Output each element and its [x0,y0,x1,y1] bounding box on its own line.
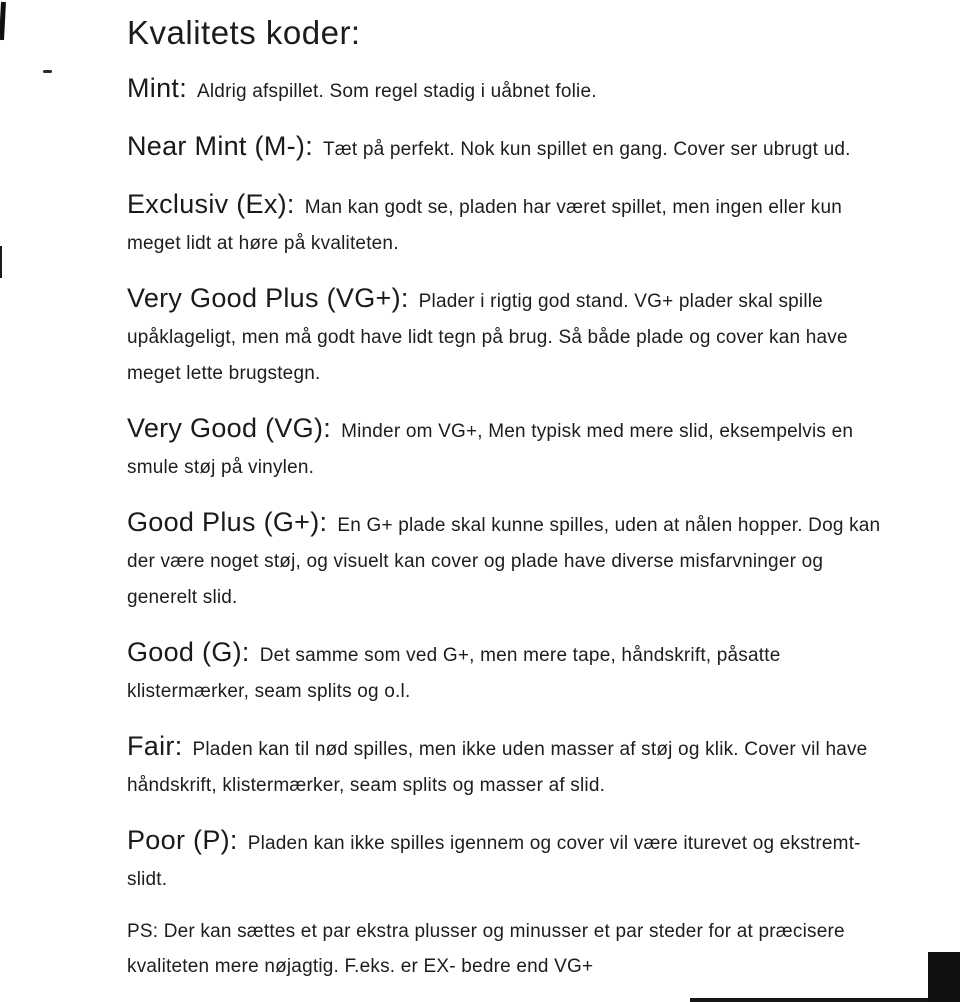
quality-description: Plader i rigtig god stand. VG+ plader skal spille upåklageligt, men må godt have lidt tegn på brug. Så både plade og cover kan have meget lette brugstegn. [127,291,848,384]
quality-entry-very-good-plus [127,280,898,392]
ps-note: PS: Der kan sættes et par ekstra plusser og minusser et par steder for at præcisere kvaliteten mere nøjagtig. F.eks. er EX- bedre end VG+ [127,921,845,977]
quality-term: Good Plus (G+): [127,507,328,537]
quality-entry-mint [127,70,898,110]
quality-description: Man kan godt se, pladen har været spillet, men ingen eller kun meget lidt at høre på kvaliteten. [127,197,843,254]
quality-description: Pladen kan til nød spilles, men ikke uden masser af støj og klik. Cover vil have håndskrift, klistermærker, seam splits og masser af slid. [127,739,868,796]
quality-description: Aldrig afspillet. Som regel stadig i uåbnet folie. [197,81,597,102]
quality-term: Poor (P): [127,825,238,855]
quality-description: En G+ plade skal kunne spilles, uden at nålen hopper. Dog kan der være noget støj, og visuelt kan cover og plade have diverse misfarvninger og generelt slid. [127,515,881,608]
quality-term: Fair: [127,731,183,761]
page-title: Kvalitets koder: [127,14,361,51]
quality-entry-very-good [127,410,898,486]
quality-entry-good [127,634,898,710]
scan-artifact-dash [43,70,52,73]
quality-term: Mint: [127,73,188,103]
quality-entry-near-mint [127,128,898,168]
scan-artifact-bottom-line [690,998,930,1002]
quality-entry-poor [127,822,898,898]
quality-description: Minder om VG+, Men typisk med mere slid, eksempelvis en smule støj på vinylen. [127,421,854,478]
quality-term: Very Good Plus (VG+): [127,283,409,313]
quality-entry-exclusiv [127,186,898,262]
quality-entry-good-plus [127,504,898,616]
quality-entry-fair [127,728,898,804]
quality-description: Pladen kan ikke spilles igennem og cover vil være iturevet og ekstremt- slidt. [127,833,861,890]
quality-term: Very Good (VG): [127,413,332,443]
quality-description: Tæt på perfekt. Nok kun spillet en gang. Cover ser ubrugt ud. [323,139,851,160]
quality-description: Det samme som ved G+, men mere tape, håndskrift, påsatte klistermærker, seam splits og o.l. [127,645,781,702]
scan-artifact-left-mid [0,246,2,278]
quality-term: Exclusiv (Ex): [127,189,295,219]
quality-term: Good (G): [127,637,250,667]
quality-term: Near Mint (M-): [127,131,313,161]
scan-artifact-bottom-right [928,952,960,1002]
